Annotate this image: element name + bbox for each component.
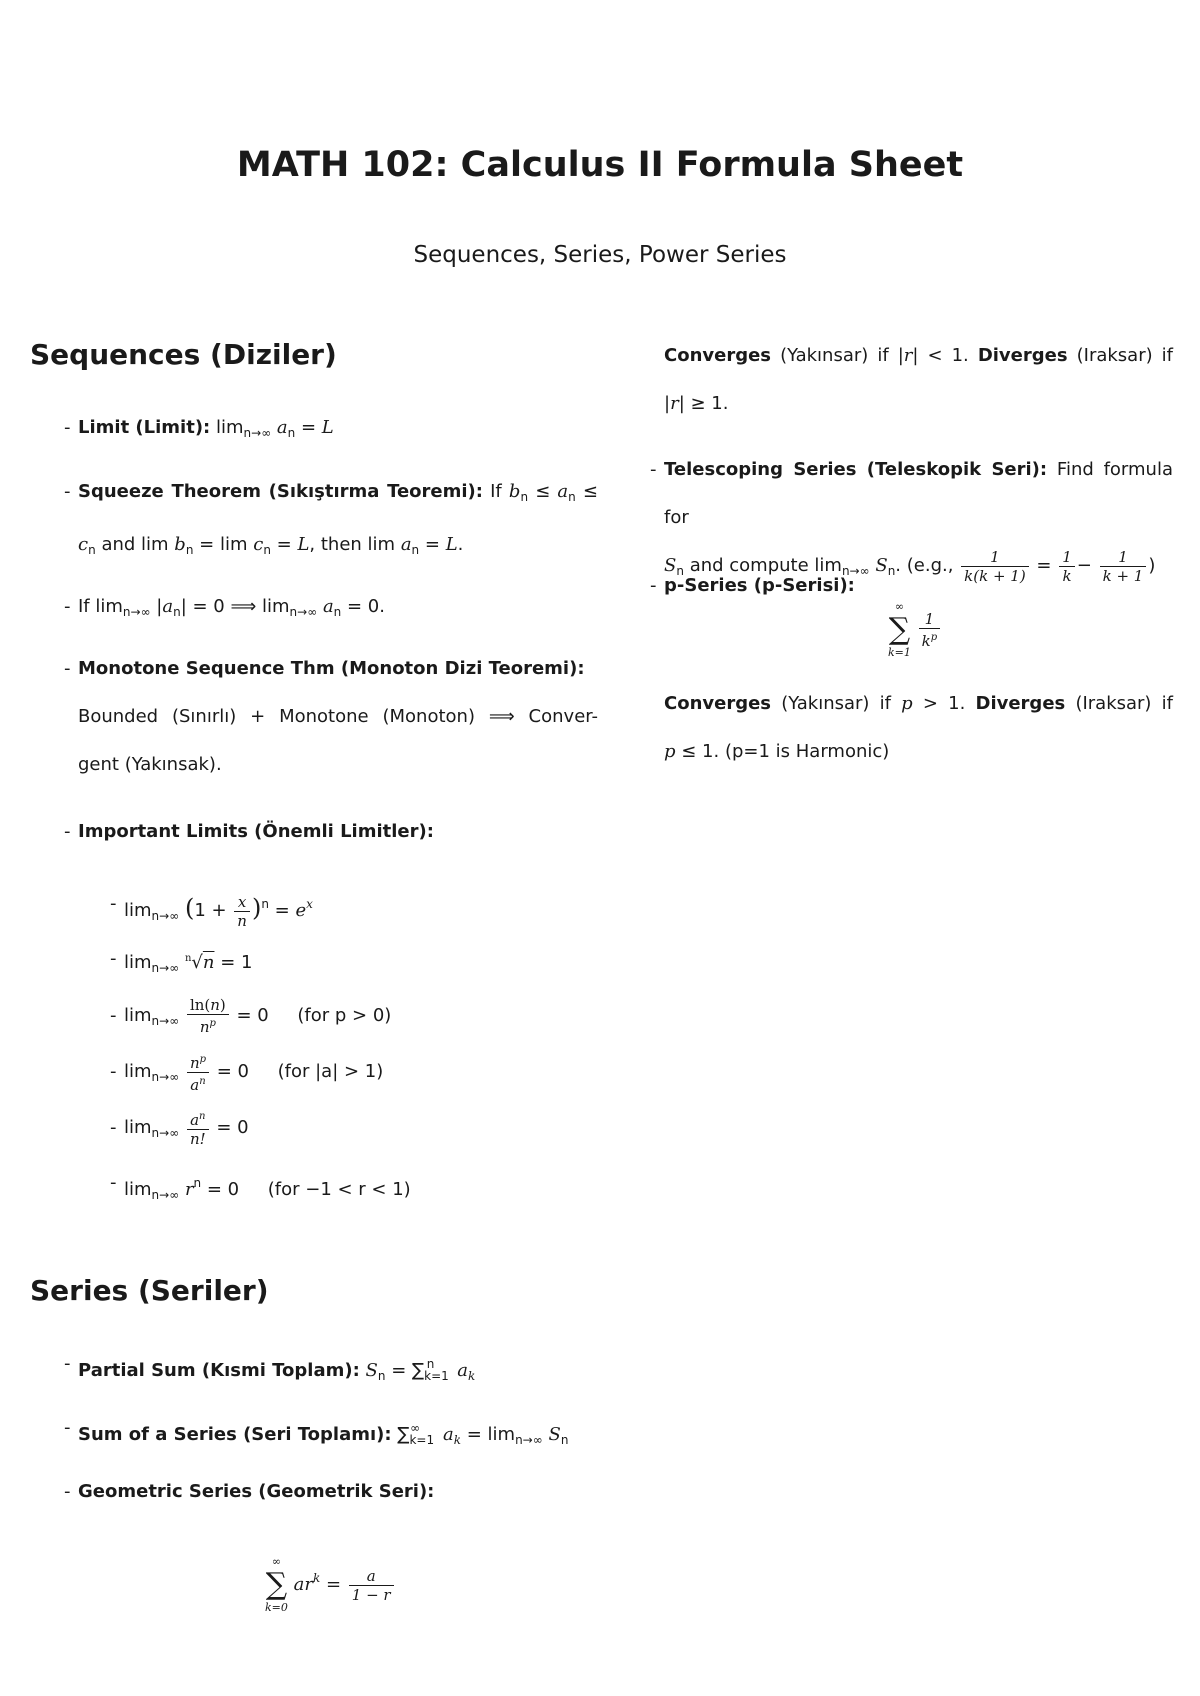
important-limit-ln: - $\lim_{n\to\infty}$ $\frac{\ln(n)}{n^p}$ = 0 (for p > 0) — [110, 996, 392, 1036]
important-limit-r: - $\lim_{n\to\infty} r^n = 0$ (for −1 < r < 1) — [110, 1172, 411, 1202]
p-series-formula: ∞ ∑ k=1 $\frac{1}{k^p}$ — [888, 600, 942, 660]
geometric-convergence-note: Converges (Yakınsar) if |r| < 1. Diverges (Iraksar) if |r| ≥ 1. — [664, 345, 1173, 414]
limit-item: - Limit (Limit): $\lim_{n\to\infty} a_n = L$ — [64, 417, 334, 440]
page-subtitle: Sequences, Series, Power Series — [413, 242, 787, 268]
geometric-series-formula: ∞ ∑ k=0 $ar^k$ = $\frac{a}{1 - r}$ — [265, 1555, 396, 1615]
monotone-item: - Monotone Sequence Thm (Monoton Dizi Teoremi): Bounded (Sınırlı) + Monotone (Monoton) ⟹ Conver- gent (Yakınsak). — [64, 658, 599, 775]
important-limit-factorial: - $\lim_{n\to\infty}$ $\frac{a^n}{n!}$ = 0 — [124, 1104, 249, 1157]
important-limit-e: - $\lim_{n\to\infty} (1$ + $\frac{x}{n}$ )$^n = e^x$ — [110, 892, 313, 930]
p-series-item: - p-Series (p-Serisi): — [650, 575, 855, 596]
p-series-convergence-note: Converges (Yakınsar) if p > 1. Diverges (Iraksar) if p ≤ 1. (p=1 is Harmonic) — [664, 693, 1173, 762]
important-limit-power: - $\lim_{n\to\infty}$ $\frac{n^p}{a^n}$ = 0 (for |a| > 1) — [124, 1048, 383, 1101]
partial-sum-item: - Partial Sum (Kısmi Toplam): $S_n = \sum_{k=1}^n$ $a_k$ — [64, 1353, 476, 1383]
page-title: MATH 102: Calculus II Formula Sheet — [236, 145, 964, 185]
telescoping-item: - Telescoping Series (Teleskopik Seri): Find formula for $S_n$ and compute $\lim_{n\to\infty} S_n$. (e.g., $\frac{1}{k(k + 1)}$ = $\frac{1}{k}$ − $\frac{1}{k + 1}$ ) — [650, 459, 1173, 585]
important-limits-item: - Important Limits (Önemli Limitler): — [64, 821, 434, 842]
section-heading-series: Series (Seriler) — [30, 1274, 269, 1307]
geometric-series-item: - Geometric Series (Geometrik Seri): — [64, 1481, 435, 1502]
squeeze-item: - Squeeze Theorem (Sıkıştırma Teoremi): If $b_n \le a_n$ ≤ $c_n$ and $\lim b_n = \lim c_n = L$, then $\lim a_n = L$. — [64, 481, 598, 557]
important-limit-root: - $\lim_{n\to\infty} ^n√n = 1$ — [110, 948, 253, 975]
section-heading-sequences: Sequences (Diziler) — [30, 338, 337, 371]
absolute-limit-item: - If $\lim_{n\to\infty} |a_n| = 0$ ⟹ $\lim_{n\to\infty} a_n = 0$. — [64, 596, 385, 619]
series-sum-item: - Sum of a Series (Seri Toplamı): $\sum_{k=1}^\infty$ $a_k = \lim_{n\to\infty} S_n$ — [64, 1417, 569, 1447]
